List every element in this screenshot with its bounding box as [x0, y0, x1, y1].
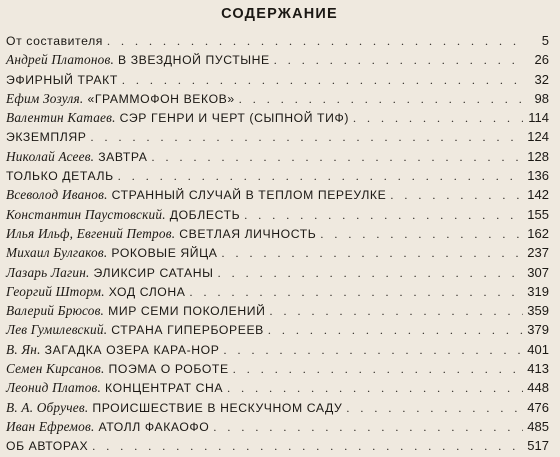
dot-leader — [239, 90, 523, 109]
dot-leader — [190, 283, 524, 302]
entry-page-number: 413 — [527, 361, 549, 377]
entry-text — [6, 340, 219, 360]
dot-leader — [227, 379, 523, 398]
entry-page-number: 162 — [527, 225, 549, 241]
entry-work: СТРАННЫЙ СЛУЧАЙ В ТЕПЛОМ ПЕРЕУЛКЕ — [111, 188, 387, 203]
entry-work: ОБ АВТОРАХ — [6, 439, 89, 454]
entry-text — [6, 224, 316, 244]
entry-text — [6, 108, 349, 128]
toc-entry[interactable] — [6, 89, 549, 108]
toc-entry[interactable] — [6, 436, 549, 455]
entry-author: Ефим Зозуля. — [6, 90, 84, 106]
entry-work: АТОЛЛ ФАКАОФО — [98, 419, 210, 434]
entry-work: ЭЛИКСИР САТАНЫ — [93, 265, 214, 280]
entry-author: В. Ян. — [6, 341, 41, 357]
entry-page-number: 98 — [534, 90, 549, 106]
entry-page-number: 448 — [527, 380, 549, 396]
entry-work: ТОЛЬКО ДЕТАЛЬ — [6, 169, 114, 184]
entry-page-number: 237 — [527, 245, 549, 261]
dot-leader — [353, 109, 523, 128]
entry-author: Всеволод Иванов. — [6, 187, 108, 203]
toc-entry[interactable] — [6, 166, 549, 185]
entry-author: Валерий Брюсов. — [6, 303, 105, 319]
entry-page-number: 379 — [527, 322, 549, 338]
entry-text — [6, 263, 214, 283]
toc-entry[interactable] — [6, 243, 549, 262]
toc-entry[interactable] — [6, 205, 549, 224]
entry-work: В ЗВЕЗДНОЙ ПУСТЫНЕ — [117, 53, 270, 68]
dot-leader — [118, 167, 523, 186]
entry-author: Иван Ефремов. — [6, 418, 95, 434]
dot-leader — [213, 418, 523, 437]
entry-work: ПРОИСШЕСТВИЕ В НЕСКУЧНОМ САДУ — [92, 400, 343, 415]
entry-work: МИР СЕМИ ПОКОЛЕНИЙ — [108, 304, 266, 319]
entry-text — [6, 166, 114, 186]
entry-work: КОНЦЕНТРАТ СНА — [105, 381, 224, 396]
toc-entry[interactable] — [6, 378, 549, 397]
entry-page-number: 26 — [534, 52, 549, 68]
dot-leader — [390, 186, 523, 205]
dot-leader — [244, 206, 523, 225]
entry-text — [6, 359, 229, 379]
entry-work: ДОБЛЕСТЬ — [169, 207, 241, 222]
entry-page-number: 476 — [527, 399, 549, 415]
toc-entry[interactable] — [6, 224, 549, 243]
entry-page-number: 124 — [527, 129, 549, 145]
entry-author: Валентин Катаев. — [6, 110, 116, 126]
toc-entry[interactable] — [6, 31, 549, 50]
entry-text — [6, 31, 103, 51]
dot-leader — [223, 341, 523, 360]
entry-author: Семен Кирсанов. — [6, 361, 105, 377]
entry-author: Лев Гумилевский. — [6, 322, 108, 338]
entry-author: В. А. Обручев. — [6, 399, 89, 415]
toc-entry[interactable] — [6, 320, 549, 339]
entry-page-number: 155 — [527, 206, 549, 222]
dot-leader — [90, 128, 523, 147]
dot-leader — [107, 32, 523, 51]
entry-page-number: 136 — [527, 168, 549, 184]
entry-text — [6, 417, 209, 437]
entry-text — [6, 243, 218, 263]
entry-text — [6, 70, 118, 90]
dot-leader — [122, 71, 523, 90]
entry-work: ЗАГАДКА ОЗЕРА КАРА-НОР — [44, 342, 220, 357]
toc-entry[interactable] — [6, 301, 549, 320]
entry-page-number: 142 — [527, 187, 549, 203]
entry-text — [6, 436, 88, 456]
entry-work: ХОД СЛОНА — [108, 284, 186, 299]
entry-page-number: 32 — [534, 71, 549, 87]
entry-author: Николай Асеев. — [6, 148, 95, 164]
dot-leader — [268, 321, 523, 340]
toc-entry[interactable] — [6, 70, 549, 89]
toc-entry[interactable] — [6, 282, 549, 301]
entry-work: От составителя — [6, 34, 103, 48]
entry-page-number: 517 — [527, 438, 549, 454]
entry-page-number: 401 — [527, 341, 549, 357]
entry-text — [6, 205, 240, 225]
entry-work: ПОЭМА О РОБОТЕ — [108, 362, 229, 377]
entry-work: ЗАВТРА — [98, 149, 148, 164]
toc-entry[interactable] — [6, 50, 549, 69]
entry-author: Илья Ильф, Евгений Петров. — [6, 225, 176, 241]
entry-text — [6, 147, 148, 167]
toc-title: СОДЕРЖАНИЕ — [221, 6, 338, 22]
toc-entry[interactable] — [6, 108, 549, 127]
entry-author: Леонид Платов. — [6, 380, 102, 396]
entry-text — [6, 89, 235, 109]
entry-work: СВЕТЛАЯ ЛИЧНОСТЬ — [179, 226, 317, 241]
dot-leader — [274, 51, 523, 70]
entry-text — [6, 127, 86, 147]
entry-work: ЭКЗЕМПЛЯР — [6, 130, 87, 145]
entry-work: ЭФИРНЫЙ ТРАКТ — [6, 72, 118, 87]
toc-entry[interactable] — [6, 263, 549, 282]
dot-leader — [270, 302, 523, 321]
entry-page-number: 319 — [527, 283, 549, 299]
entry-text — [6, 398, 342, 418]
entry-work: «ГРАММОФОН ВЕКОВ» — [87, 91, 235, 106]
toc-entry[interactable] — [6, 127, 549, 146]
entry-page-number: 485 — [527, 418, 549, 434]
dot-leader — [320, 225, 523, 244]
entry-page-number: 359 — [527, 303, 549, 319]
toc-entry[interactable] — [6, 417, 549, 436]
entry-text — [6, 320, 264, 340]
entry-page-number: 128 — [527, 148, 549, 164]
dot-leader — [233, 360, 523, 379]
entry-text — [6, 185, 386, 205]
dot-leader — [92, 437, 523, 456]
dot-leader — [222, 244, 523, 263]
entry-text — [6, 50, 270, 70]
toc-entry[interactable] — [6, 185, 549, 204]
entry-page-number: 307 — [527, 264, 549, 280]
toc-entry[interactable] — [6, 147, 549, 166]
entry-work: СЭР ГЕНРИ И ЧЕРТ (СЫПНОЙ ТИФ) — [119, 111, 349, 126]
entry-text — [6, 301, 266, 321]
entry-author: Георгий Шторм. — [6, 283, 105, 299]
entry-page-number: 5 — [541, 33, 549, 48]
entry-work: РОКОВЫЕ ЯЙЦА — [111, 246, 218, 261]
entry-page-number: 114 — [528, 110, 549, 126]
toc-entry[interactable] — [6, 359, 549, 378]
entry-work: СТРАНА ГИПЕРБОРЕЕВ — [111, 323, 264, 338]
entry-author: Константин Паустовский. — [6, 206, 166, 222]
entry-text — [6, 282, 186, 302]
entry-author: Михаил Булгаков. — [6, 245, 108, 261]
entry-text — [6, 378, 223, 398]
dot-leader — [218, 264, 523, 283]
dot-leader — [152, 148, 523, 167]
entry-author: Лазарь Лагин. — [6, 264, 90, 280]
toc-entry[interactable] — [6, 340, 549, 359]
toc-list — [6, 31, 549, 456]
entry-author: Андрей Платонов. — [6, 52, 114, 68]
dot-leader — [346, 399, 523, 418]
toc-entry[interactable] — [6, 398, 549, 417]
